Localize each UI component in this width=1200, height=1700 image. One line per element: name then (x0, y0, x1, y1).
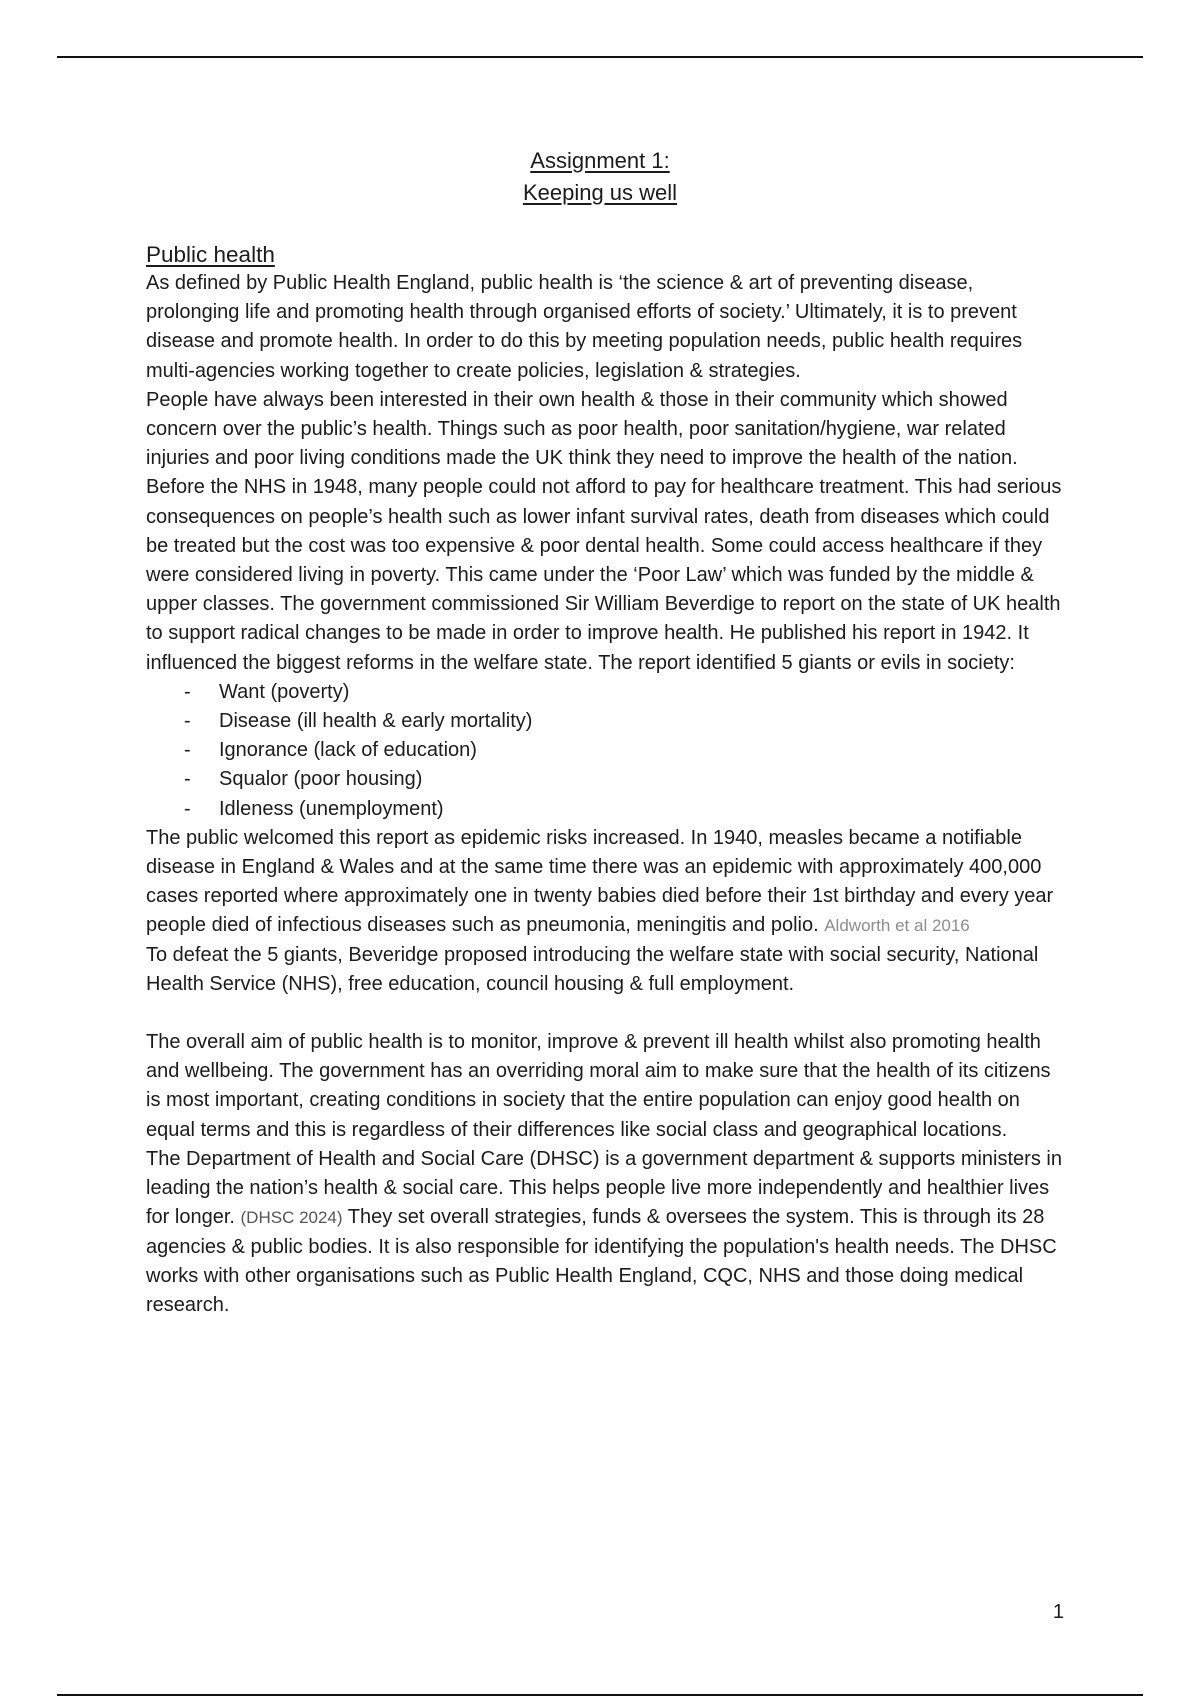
paragraph-definition: As defined by Public Health England, public health is ‘the science & art of preventing disease, prolonging life and promoting health through organised efforts of society.’ Ultimately, it is to prevent disease and promote health. In order to do this by meeting population needs, public health requires multi-agencies working together to create policies, legislation & strategies. (146, 272, 1023, 382)
paragraph-aim: The overall aim of public health is to monitor, improve & prevent ill health whilst also promoting health and wellbeing. The government has an overriding moral aim to make sure that the health of its citizens is most important, creating conditions in society that the entire population can enjoy good health on equal terms and this is regardless of their differences like social class and geographical locations. (146, 1031, 1051, 1141)
list-item: - Want (poverty) (184, 678, 1066, 707)
paragraph-history: People have always been interested in their own health & those in their community which showed concern over the public’s health. Things such as poor health, poor sanitation/hygiene, war related injuries and poor living conditions made the UK think they need to improve the health of the nation. Before the NHS in 1948, many people could not afford to pay for healthcare treatment. This had serious consequences on people’s health such as lower infant survival rates, death from diseases which could be treated but the cost was too expensive & poor dental health. Some could access healthcare if they were considered living in poverty. This came under the ‘Poor Law’ which was funded by the middle & upper classes. The government commissioned Sir William Beverdige to report on the state of UK health to support radical changes to be made in order to improve health. He published his report in 1942. It influenced the biggest reforms in the welfare state. The report identified 5 giants or evils in society: (146, 388, 1062, 674)
list-item: - Squalor (poor housing) (184, 765, 1066, 794)
header-rule (57, 56, 1143, 58)
section-heading: Public health (146, 242, 275, 267)
list-item: - Idleness (unemployment) (184, 795, 1066, 824)
citation-dhsc: (DHSC 2024) (240, 1208, 343, 1228)
paragraph-gap (146, 999, 1066, 1028)
list-item: - Ignorance (lack of education) (184, 736, 1066, 765)
paragraph-welfare-state: To defeat the 5 giants, Beveridge proposed introducing the welfare state with social security, National Health Service (NHS), free education, council housing & full employment. (146, 943, 1039, 995)
paragraph-dhsc-text-2: They set overall strategies, funds & oversees the system. This is through its 28 agencies & public bodies. It is also responsible for identifying the population's health needs. The DHSC works with other organisations such as Public Health England, CQC, NHS and those doing medical research. (146, 1206, 1057, 1316)
footer-rule (57, 1694, 1143, 1696)
document-title (0, 145, 1200, 209)
paragraph-epidemic (146, 824, 1066, 941)
list-item: - Disease (ill health & early mortality) (184, 707, 1066, 736)
paragraph-dhsc (146, 1145, 1066, 1320)
title-line-1: Assignment 1: (530, 148, 670, 173)
page-number: 1 (1052, 1601, 1064, 1623)
document-body (146, 240, 1066, 1320)
citation-aldworth: Aldworth et al 2016 (824, 916, 970, 936)
title-line-2: Keeping us well (522, 180, 678, 205)
paragraph-epidemic-text: The public welcomed this report as epidemic risks increased. In 1940, measles became a notifiable disease in England & Wales and at the same time there was an epidemic with approximately 400,000 cases reported where approximately one in twenty babies died before their 1st birthday and every year people died of infectious diseases such as pneumonia, meningitis and polio. (146, 826, 1054, 937)
paragraph-dhsc-text-1: The Department of Health and Social Care (DHSC) is a government department & supports ministers in leading the nation’s health & social care. This helps people live more independently and healthier lives for longer. (146, 1147, 1062, 1229)
giants-list (146, 678, 1066, 824)
